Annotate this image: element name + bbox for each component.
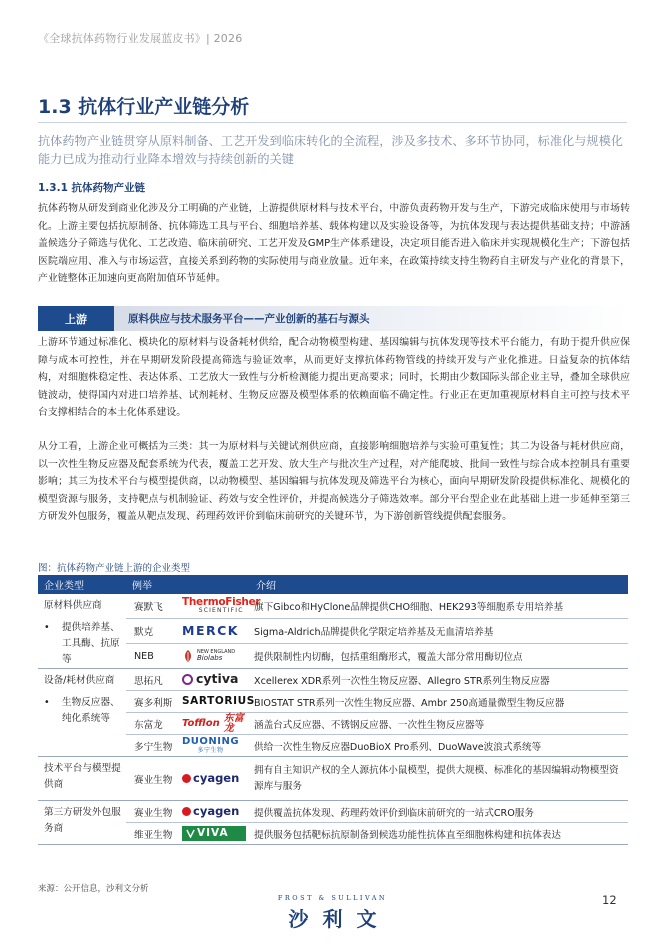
band-heading: 原料供应与技术服务平台——产业创新的基石与源头 (128, 313, 370, 325)
upstream-band (38, 306, 628, 331)
company-name: 赛业生物 (126, 801, 178, 823)
company-name: 东富龙 (126, 713, 178, 735)
header-category: 企业类型 (38, 575, 126, 594)
viva-v-icon (186, 829, 195, 838)
category-name: 第三方研发外包服务商 (44, 807, 121, 834)
company-intro: 提供限制性内切酶，包括重组酶形式，覆盖大部分常用酶切位点 (250, 644, 628, 669)
company-name: NEB (126, 644, 178, 669)
category-cell (38, 594, 126, 669)
duoning-logo (178, 735, 250, 757)
logo-wordmark: MERCK (182, 622, 239, 638)
neb-leaf-icon (182, 649, 194, 663)
logo-subtext: 多宁生物 (197, 746, 224, 754)
figure-caption: 图：抗体药物产业链上游的企业类型 (38, 563, 191, 574)
logo-subtext: SCIENTIFIC (198, 607, 244, 615)
logo-wordmark: ThermoFisher (182, 595, 261, 608)
section-title: 1.3 抗体行业产业链分析 (38, 96, 250, 118)
company-intro: 提供服务包括靶标抗原制备到候选功能性抗体直至细胞株构建和抗体表达 (250, 823, 628, 845)
tofflon-logo (178, 713, 250, 735)
paragraph-upstream: 上游环节通过标准化、模块化的原材料与设备耗材供给，配合动物模型构建、基因编辑与抗体发现等技术平台能力，有助于提升供应保障与成本可控性，并在早期研发阶段提高筛选与验证效率，从而更好支撑抗体药物管线的持续开发与产业化推进。日益复杂的抗体结构，对细胞株稳定性、表达体系、工艺放大一致性与分析检测能力提出更高要求；同时，长期由少数国际头部企业主导，叠加全球供应链波动，使得国内对进口培养基、试剂耗材、生物反应器及模型体系的依赖面临不确定性。行业正在更加重视原材料自主可控与技术平台支撑相结合的本土化体系建设。 (38, 337, 630, 419)
table-row (38, 644, 628, 669)
source-note: 来源：公开信息，沙利文分析 (38, 884, 149, 894)
table-row (38, 801, 628, 823)
company-intro: Sigma-Aldrich品牌提供化学限定培养基及无血清培养基 (250, 619, 628, 644)
logo-subtext: 东富龙 (223, 712, 244, 734)
table-row (38, 735, 628, 757)
frost-sullivan-logo (0, 894, 665, 932)
cyagen-logo (178, 801, 250, 823)
company-intro: Xcellerex XDR系列一次性生物反应器、Allegro STR系列生物反应器 (250, 669, 628, 691)
brand-english: FROST & SULLIVAN (277, 894, 388, 902)
section-lead: 抗体药物产业链贯穿从原料制备、工艺开发到临床转化的全流程，涉及多技术、多环节协同，标准化与规模化能力已成为推动行业降本增效与持续创新的关键 (38, 134, 623, 166)
merck-logo (178, 619, 250, 644)
logo-wordmark: Biolabs (197, 654, 223, 663)
subsection-title: 1.3.1 抗体药物产业链 (38, 182, 146, 194)
company-name: 赛业生物 (126, 757, 178, 801)
header-intro: 介绍 (250, 575, 628, 594)
bullet-icon: • (44, 622, 50, 633)
sartorius-logo (178, 691, 255, 713)
company-name: 思拓凡 (126, 669, 178, 691)
logo-wordmark: DUONING (182, 735, 240, 747)
logo-wordmark: Tofflon (182, 717, 220, 729)
header-example: 例举 (126, 575, 250, 594)
table-row (38, 823, 628, 845)
company-name: 默克 (126, 619, 178, 644)
logo-wordmark: cyagen (193, 770, 240, 785)
logo-wordmark: VIVA (197, 827, 229, 840)
viva-logo (178, 823, 250, 845)
logo-wordmark: cyagen (193, 803, 240, 818)
paragraph-division: 从分工看，上游企业可概括为三类：其一为原材料与关键试剂供应商，直接影响细胞培养与实验可重复性；其二为设备与耗材供应商，以一次性生物反应器及配套系统为代表，覆盖工艺开发、放大生产与批次生产过程，对产能爬坡、批间一致性与综合成本控制具有重要影响；其三为技术平台与模型提供商，以动物模型、基因编辑与抗体发现及筛选平台为核心，面向早期研发阶段提供标准化、规模化的模型资源与服务，支持靶点与机制验证、药效与安全性评价，并提高候选分子筛选效率。部分平台型企业在此基础上进一步延伸至第三方研发外包服务，覆盖从靶点发现、药理药效评价到临床前研究的关键环节，为下游创新管线提供配套服务。 (38, 441, 630, 523)
category-detail-text: 生物反应器、纯化系统等 (62, 697, 120, 724)
neb-logo (178, 644, 250, 669)
category-name: 原材料供应商 (44, 600, 102, 611)
table-header-row (38, 575, 628, 594)
table-row (38, 594, 628, 619)
thermofisher-logo (178, 594, 261, 619)
company-intro: 供给一次性生物反应器DuoBioX Pro系列、DuoWave波浪式系统等 (250, 735, 628, 757)
category-detail (44, 620, 122, 668)
band-tab: 上游 (38, 306, 114, 331)
logo-wordmark: SARTORIUS (182, 695, 255, 707)
page-number: 12 (602, 893, 617, 907)
company-intro: 涵盖台式反应器、不锈钢反应器、一次性生物反应器等 (250, 713, 628, 735)
running-header: 《全球抗体药物行业发展蓝皮书》| 2026 (38, 32, 243, 45)
logo-subtext: NEW ENGLAND (197, 649, 236, 656)
category-cell (38, 669, 126, 757)
table-row (38, 619, 628, 644)
cytiva-logo (178, 669, 250, 691)
paragraph-industry-chain: 抗体药物从研发到商业化涉及分工明确的产业链，上游提供原材料与技术平台，中游负责药物开发与生产，下游完成临床使用与市场转化。上游主要包括抗原制备、抗体筛选工具与平台、细胞培养基、载体构建以及实验设备等，为抗体发现与表达提供基础支持；中游涵盖候选分子筛选与优化、工艺改造、临床前研究、工艺开发及GMP生产体系建设，决定项目能否进入临床并实现规模化生产；下游包括医院端应用、准入与市场运营，直接关系到药物的实际使用与商业放量。近年来，在政策持续支持生物药自主研发与产业化的背景下，产业链整体正加速向更高附加值环节延伸。 (38, 203, 630, 285)
upstream-enterprise-table (38, 575, 628, 845)
table-row (38, 757, 628, 801)
table-row (38, 691, 628, 713)
table-row (38, 713, 628, 735)
brand-chinese: 沙利文 (288, 907, 391, 931)
bullet-icon: • (44, 697, 50, 708)
company-intro: BIOSTAT STR系列一次性生物反应器、Ambr 250高通量微型生物反应器 (250, 691, 628, 713)
company-intro: 提供覆盖抗体发现、药理药效评价到临床前研究的一站式CRO服务 (250, 801, 628, 823)
category-cell (38, 757, 126, 801)
company-intro: 旗下Gibco和HyClone品牌提供CHO细胞、HEK293等细胞系专用培养基 (250, 594, 628, 619)
company-name: 赛默飞 (126, 594, 178, 619)
category-name: 设备/耗材供应商 (44, 675, 115, 686)
company-name: 维亚生物 (126, 823, 178, 845)
cyagen-logo (178, 757, 250, 801)
company-name: 多宁生物 (126, 735, 178, 757)
category-detail-text: 提供培养基、工具酶、抗原等 (62, 622, 120, 665)
category-detail (44, 695, 122, 727)
company-name: 赛多利斯 (126, 691, 178, 713)
section-divider (38, 122, 627, 123)
cyagen-dot-icon (182, 807, 191, 816)
cyagen-dot-icon (182, 774, 191, 783)
category-name: 技术平台与模型提供商 (44, 763, 121, 790)
table-row (38, 669, 628, 691)
category-cell (38, 801, 126, 845)
company-intro: 拥有自主知识产权的全人源抗体小鼠模型，提供大规模、标准化的基因编辑动物模型资源库与服务 (250, 757, 628, 801)
logo-wordmark: cytiva (196, 671, 239, 687)
cytiva-ring-icon (182, 674, 193, 685)
